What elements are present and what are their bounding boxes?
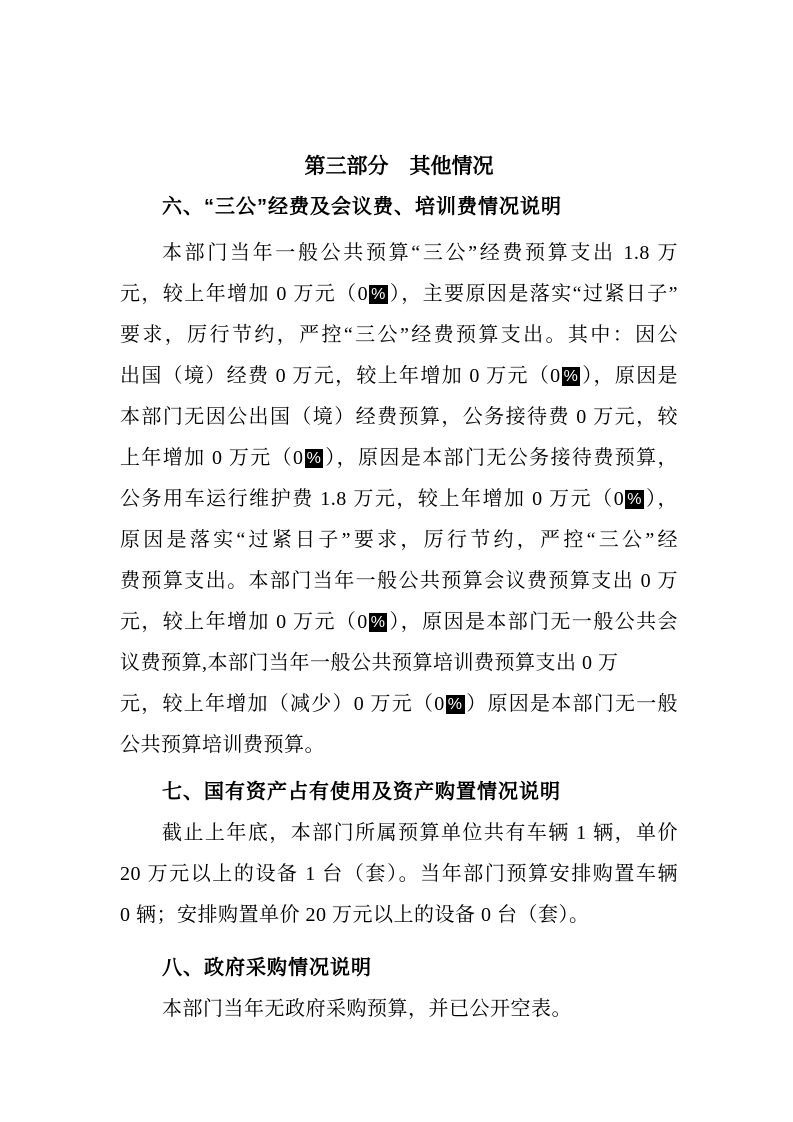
section-three-public-expenses-heading: 六、“三公”经费及会议费、培训费情况说明 [162, 196, 562, 218]
section-state-assets [120, 772, 678, 936]
text-line: 元，较上年增加（减少）0 万元（0 % ）原因是本部门无一般 [120, 693, 678, 715]
corrupted-percent-glyph: % [563, 368, 579, 385]
text-line: 元，较上年增加 0 万元（0 % ），原因是本部门无一般公共会 [120, 611, 678, 633]
text-line: 本部门当年无政府采购预算，并已公开空表。 [162, 998, 572, 1020]
text-line: 公共预算培训费预算。 [120, 734, 325, 756]
corrupted-percent-glyph: % [447, 696, 463, 713]
text-line: 本部门当年一般公共预算“三公”经费预算支出 1.8 万 [162, 242, 678, 264]
document-title: 第三部分 其他情况 [304, 154, 494, 178]
corrupted-percent-glyph: % [371, 286, 386, 303]
corrupted-percent-glyph: % [627, 491, 642, 508]
section-three-public-expenses-paragraph [120, 233, 678, 766]
text-line: 上年增加 0 万元（0 % ），原因是本部门无公务接待费预算， [120, 447, 678, 469]
section-state-assets-paragraph [120, 813, 678, 936]
text-line: 本部门无因公出国（境）经费预算，公务接待费 0 万元，较 [120, 406, 678, 428]
section-government-procurement-heading: 八、政府采购情况说明 [162, 957, 372, 979]
text-line: 原因是落实“过紧日子”要求，厉行节约，严控“三公”经 [120, 529, 678, 551]
corrupted-percent-glyph: % [370, 614, 386, 631]
text-line: 出国（境）经费 0 万元，较上年增加 0 万元（0 % ），原因是 [120, 365, 678, 387]
text-line: 要求，厉行节约，严控“三公”经费预算支出。其中：因公 [120, 324, 678, 346]
section-government-procurement-paragraph [120, 989, 678, 1030]
section-state-assets-heading: 七、国有资产占有使用及资产购置情况说明 [162, 781, 561, 803]
text-line: 截止上年底，本部门所属预算单位共有车辆 1 辆，单价 [162, 822, 678, 844]
corrupted-percent-glyph: % [306, 450, 322, 467]
text-line: 元，较上年增加 0 万元（0 % ），主要原因是落实“过紧日子” [120, 283, 678, 305]
section-three-public-expenses [120, 187, 678, 766]
text-line: 费预算支出。本部门当年一般公共预算会议费预算支出 0 万 [120, 570, 678, 592]
section-government-procurement [120, 948, 678, 1030]
text-line: 公务用车运行维护费 1.8 万元，较上年增加 0 万元（0 % ）， [120, 488, 678, 510]
text-line: 0 辆；安排购置单价 20 万元以上的设备 0 台（套）。 [120, 904, 590, 926]
text-line: 议费预算,本部门当年一般公共预算培训费预算支出 0 万 [120, 652, 619, 674]
text-line: 20 万元以上的设备 1 台（套）。当年部门预算安排购置车辆 [120, 863, 678, 885]
